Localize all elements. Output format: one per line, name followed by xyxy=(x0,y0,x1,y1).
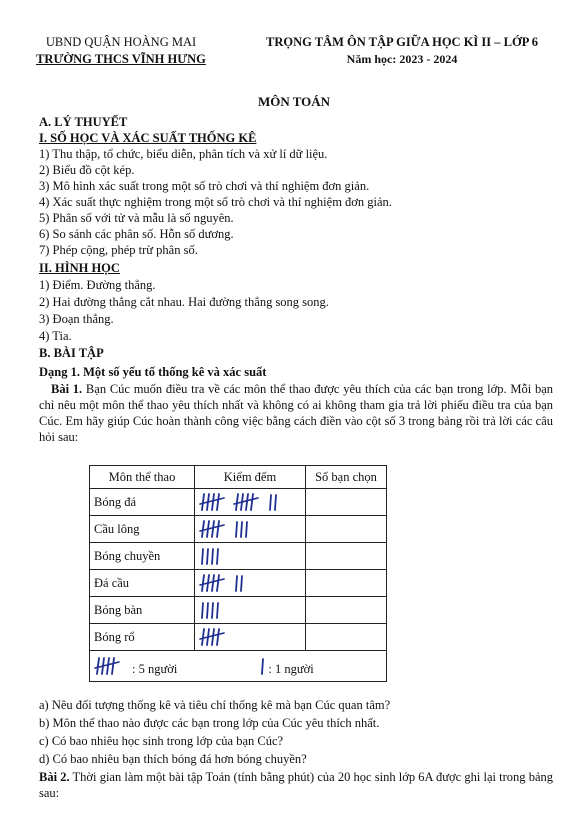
table-header-cell: Số bạn chọn xyxy=(306,466,387,489)
theory-title: A. LÝ THUYẾT xyxy=(39,115,128,129)
tally-stroke xyxy=(97,658,99,674)
district-name: UBND QUẬN HOÀNG MAI xyxy=(45,35,197,49)
legend-row xyxy=(90,651,387,682)
tally-cell xyxy=(195,543,306,570)
legend-one xyxy=(259,656,313,677)
school-name: TRƯỜNG THCS VĨNH HƯNG xyxy=(36,52,206,66)
tally-stroke xyxy=(202,629,204,645)
school-year: Năm học: 2023 - 2024 xyxy=(346,52,458,66)
tally-five-icon xyxy=(94,656,132,677)
tally-cell xyxy=(195,597,306,624)
tally-table xyxy=(89,465,387,682)
table-row xyxy=(90,597,387,624)
table-header-cell: Kiểm đếm xyxy=(195,466,306,489)
subject-title: MÔN TOÁN xyxy=(257,94,331,109)
document-title: TRỌNG TÂM ÔN TẬP GIỮA HỌC KÌ II – LỚP 6 xyxy=(265,35,539,49)
table-row xyxy=(90,543,387,570)
tally-cell xyxy=(195,516,306,543)
header-left xyxy=(18,34,224,68)
question: a) Nêu đối tượng thống kê và tiêu chí thống kê mà bạn Cúc quan tâm? xyxy=(39,698,391,712)
tally-stroke xyxy=(241,522,242,537)
tally-stroke xyxy=(217,549,218,564)
tally-stroke xyxy=(246,494,248,510)
section2-title: II. HÌNH HỌC xyxy=(39,261,120,275)
sport-name-cell: Bóng chuyền xyxy=(90,543,195,570)
count-cell[interactable] xyxy=(306,597,387,624)
table-row xyxy=(90,489,387,516)
section1-item: 5) Phân số với tử và mẫu là số nguyên. xyxy=(39,211,234,225)
question: d) Có bao nhiêu bạn thích bóng đá hơn bóng chuyền? xyxy=(39,752,307,766)
tally-stroke xyxy=(212,521,214,537)
tally-stroke xyxy=(275,495,276,510)
sport-name-cell: Bóng rổ xyxy=(90,624,195,651)
tally-stroke xyxy=(112,658,114,674)
section1-item: 1) Thu thập, tổ chức, biểu diễn, phân tích và xử lí dữ liệu. xyxy=(39,147,328,161)
tally-stroke xyxy=(212,494,214,510)
tally-stroke xyxy=(246,522,247,537)
table-row xyxy=(90,570,387,597)
tally-stroke xyxy=(202,575,204,591)
tally-stroke xyxy=(262,659,263,674)
table-row xyxy=(90,516,387,543)
section2-item: 3) Đoạn thẳng. xyxy=(39,312,114,326)
tally-stroke xyxy=(107,658,109,674)
tally-stroke xyxy=(217,575,219,591)
tally-marks xyxy=(199,627,237,648)
question: c) Có bao nhiêu học sinh trong lớp của bạn Cúc? xyxy=(39,734,284,748)
legend-five-label: : 5 người xyxy=(132,661,178,676)
exercises-title: B. BÀI TẬP xyxy=(39,346,104,360)
count-cell[interactable] xyxy=(306,516,387,543)
tally-stroke xyxy=(236,494,238,510)
section1-item: 4) Xác suất thực nghiệm trong một số trò chơi và thí nghiệm đơn giản. xyxy=(39,195,392,209)
tally-cell xyxy=(195,624,306,651)
count-cell[interactable] xyxy=(306,570,387,597)
section1-item: 2) Biểu đồ cột kép. xyxy=(39,163,135,177)
tally-marks xyxy=(259,656,268,677)
tally-stroke xyxy=(212,629,214,645)
header-right xyxy=(234,34,570,68)
tally-stroke xyxy=(202,494,204,510)
section1-item: 6) So sánh các phân số. Hỗn số dương. xyxy=(39,227,234,241)
section2-item: 2) Hai đường thẳng cắt nhau. Hai đường thẳng song song. xyxy=(39,295,329,309)
tally-cell xyxy=(195,570,306,597)
section1-item: 3) Mô hình xác suất trong một số trò chơi và thí nghiệm đơn giản. xyxy=(39,179,370,193)
tally-stroke xyxy=(212,603,213,618)
legend-cell xyxy=(90,651,387,682)
tally-marks xyxy=(199,519,252,540)
type1-title: Dạng 1. Một số yếu tố thống kê và xác suất xyxy=(39,365,267,379)
tally-stroke xyxy=(236,522,237,537)
table-row xyxy=(90,624,387,651)
legend-five xyxy=(94,656,177,677)
tally-stroke xyxy=(217,603,218,618)
tally-stroke xyxy=(270,495,271,510)
section2-item: 4) Tia. xyxy=(39,329,72,343)
tally-stroke xyxy=(217,521,219,537)
count-cell[interactable] xyxy=(306,624,387,651)
legend-one-label: : 1 người xyxy=(268,661,314,676)
tally-stroke xyxy=(217,629,219,645)
tally-marks xyxy=(199,600,223,621)
tally-stroke xyxy=(217,494,219,510)
tally-cell xyxy=(195,489,306,516)
sport-name-cell: Bóng bàn xyxy=(90,597,195,624)
bai2-label: Bài 2. xyxy=(39,770,70,784)
tally-stroke xyxy=(207,603,208,618)
tally-stroke xyxy=(236,576,237,591)
count-cell[interactable] xyxy=(306,489,387,516)
section1-title: I. SỐ HỌC VÀ XÁC SUẤT THỐNG KÊ xyxy=(39,131,257,145)
sport-name-cell: Đá cầu xyxy=(90,570,195,597)
tally-marks xyxy=(199,573,247,594)
section2-item: 1) Điểm. Đường thẳng. xyxy=(39,278,156,292)
tally-marks xyxy=(94,656,132,677)
tally-stroke xyxy=(207,549,208,564)
count-cell[interactable] xyxy=(306,543,387,570)
tally-stroke xyxy=(202,521,204,537)
tally-stroke xyxy=(202,549,203,564)
table-header-cell: Môn thể thao xyxy=(90,466,195,489)
tally-stroke xyxy=(212,575,214,591)
bai1-paragraph xyxy=(39,381,553,445)
bai2-paragraph xyxy=(39,769,553,801)
sport-name-cell: Bóng đá xyxy=(90,489,195,516)
tally-one-icon xyxy=(259,656,268,677)
tally-stroke xyxy=(202,603,203,618)
bai1-label: Bài 1. xyxy=(51,382,83,396)
bai2-text: Thời gian làm một bài tập Toán (tính bằng phút) của 20 học sinh lớp 6A được ghi lại trong bảng sau: xyxy=(39,770,554,800)
bai1-text: Bạn Cúc muốn điều tra về các môn thể thao được yêu thích của các bạn trong lớp. Mỗi bạn chỉ nêu một môn thể thao yêu thích nhất và không có ai không tham gia trả lời phiếu điều tra của bạn Cúc. Em hãy giúp Cúc hoàn thành công việc bằng cách điền vào cột số 3 trong bảng rồi trả lời các câu hỏi sau: xyxy=(39,382,553,444)
section1-item: 7) Phép cộng, phép trừ phân số. xyxy=(39,243,198,257)
question: b) Môn thể thao nào được các bạn trong lớp của Cúc yêu thích nhất. xyxy=(39,716,380,730)
tally-stroke xyxy=(241,576,242,591)
sport-name-cell: Cầu lông xyxy=(90,516,195,543)
table-header-row xyxy=(90,466,387,489)
tally-stroke xyxy=(212,549,213,564)
tally-marks xyxy=(199,546,223,567)
tally-stroke xyxy=(251,494,253,510)
tally-marks xyxy=(199,492,281,513)
